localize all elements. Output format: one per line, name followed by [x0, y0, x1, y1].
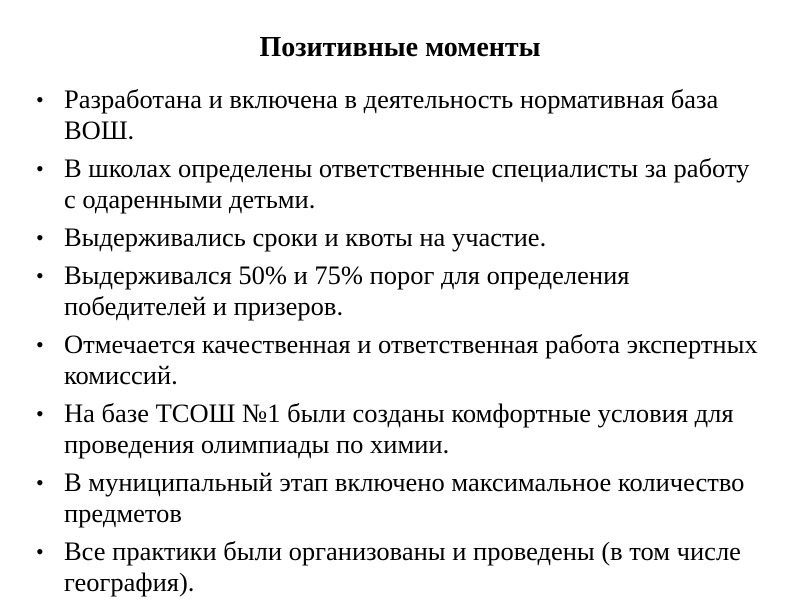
bullet-text: Отмечается качественная и ответственная работа экспертных комиссий.: [64, 329, 758, 390]
bullet-item: [34, 398, 764, 460]
bullet-item: [34, 467, 764, 529]
bullet-text: На базе ТСОШ №1 были созданы комфортные условия для проведения олимпиады по химии.: [64, 398, 734, 459]
bullet-text: Выдерживался 50% и 75% порог для определения победителей и призеров.: [64, 260, 630, 321]
bullet-text: В муниципальный этап включено максимальное количество предметов: [64, 467, 745, 528]
bullet-list: [34, 84, 764, 605]
bullet-text: Все практики были организованы и проведены (в том числе география).: [64, 536, 741, 597]
bullet-dot-icon: •: [36, 263, 44, 288]
bullet-item: [34, 222, 764, 253]
bullet-item: [34, 260, 764, 322]
bullet-dot-icon: •: [36, 156, 44, 181]
bullet-dot-icon: •: [36, 470, 44, 495]
bullet-item: [34, 329, 764, 391]
bullet-dot-icon: •: [36, 225, 44, 250]
bullet-text: В школах определены ответственные специалисты за работу с одаренными детьми.: [64, 153, 750, 214]
bullet-text: Выдерживались сроки и квоты на участие.: [64, 222, 547, 252]
bullet-text: Разработана и включена в деятельность нормативная база ВОШ.: [64, 84, 719, 145]
bullet-dot-icon: •: [36, 332, 44, 357]
bullet-dot-icon: •: [36, 401, 44, 426]
bullet-item: [34, 153, 764, 215]
bullet-item: [34, 84, 764, 146]
slide-title: Позитивные моменты: [259, 32, 541, 63]
bullet-dot-icon: •: [36, 539, 44, 564]
bullet-item: [34, 536, 764, 598]
bullet-dot-icon: •: [36, 87, 44, 112]
